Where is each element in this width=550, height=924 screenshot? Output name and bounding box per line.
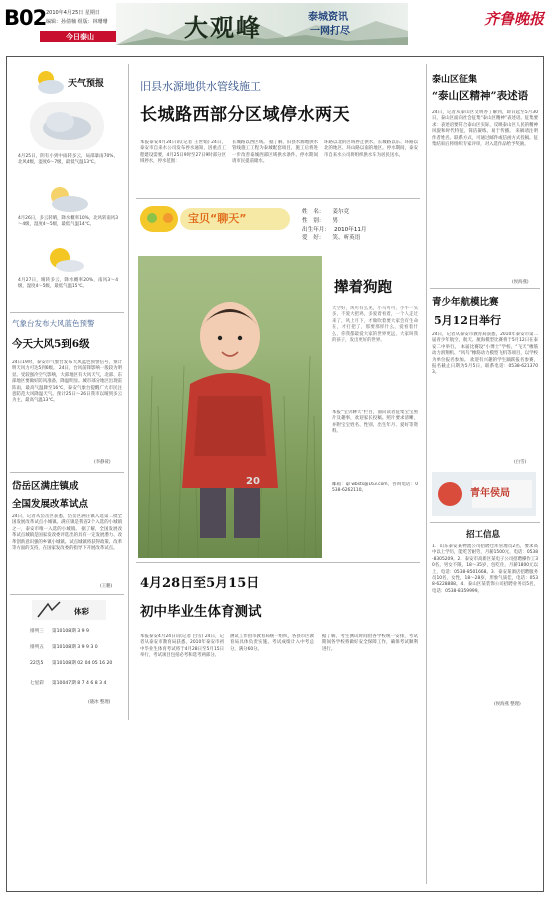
issue-date: 2010年4月25日 星期日 (46, 10, 100, 16)
exam-col-1: 本报泰安4月24日讯(记者 白雪) 24日，记者从泰安市教育局获悉，2010年泰安市初中毕业生体育考试将于4月28日至5月15日举行，考试项目包括必考和选考两部分。 (140, 634, 224, 659)
jobs-credit: (侯海燕 整理) (494, 702, 521, 707)
baby-name-row: 姓 名： 姜尔竞 (302, 209, 350, 215)
teen-credit: (白雪) (514, 460, 527, 465)
weather-icon-2 (30, 184, 104, 214)
daiyue-credit: (王鹏) (100, 584, 113, 589)
youth-ad-text: 青年侯局 (470, 488, 510, 499)
weather-title: 天气预报 (68, 79, 105, 89)
weather-day-1: 4月25日，阴有小到中雨转多云，局部暴雨70%，北风4级，湿度6～7级，最低气温13℃。 (18, 154, 118, 166)
banner-subtitle-1: 泰城资讯 (308, 12, 348, 23)
banner-subtitle-2: 一网打尽 (310, 26, 350, 37)
exam-headline-1: 4月28日至5月15日 (140, 576, 260, 591)
lottery-row: 排列三 第10108期 3 9 9 (30, 629, 89, 634)
right-body: 24日，记者从泰山区文明办了解到，即日起至5月30日，泰山区面向社会征集“泰山区精神”表述语。征集要求：表述语要符合泰山区实际，反映泰山区人民的精神风貌和时代特征，简洁凝练、易于传播。 来稿请注明作者姓名、联系方式，可通过邮件或信函方式投稿。征集结束后将组织专家评审，对入选作品给予奖励。 (432, 110, 538, 148)
water-kicker: 旧县水源地供水管线施工 (140, 80, 261, 93)
teen-body: 24日，记者从泰安市教育局获悉，2010年泰安市第二届青少年航空、航天、航海模型比赛将于5月12日在泰安二中举行。 本届比赛设“小博士”学校、“飞天”橡筋动力滑翔机、“风鸟”橡筋动力模型飞机等项目，以学校为单位报名参加。 欢迎有兴趣的学生踊跃报名参赛，报名截止日期为5月5日，联系电话：0538-6213703。 (432, 332, 538, 376)
child-in-grass-image (138, 256, 322, 558)
baby-birth-row: 出生年月： 2010年11月 (302, 226, 367, 233)
weather-day-2: 4月26日，多云转晴，降水概率10%，北风转南风3～4级，湿度4～5级，最低气温14℃。 (18, 216, 118, 228)
warning-headline: 今天大风5到6级 (12, 338, 90, 350)
daiyue-body: 24日，记者从岱岳区获悉，岱岳区满庄镇入选第二批全国发展改革试点小城镇。满庄镇是我省2个入选的小城镇之一，泰安市唯一入选的小城镇。 据了解，全国发展改革试点城镇是国家发改委评选出的具有一定发展潜力、改革创新意识强的乡镇小城镇。试点城镇将获得政策、改革等方面的支持，在国家发改委的指导下开展改革试点。 (12, 514, 122, 552)
baby-hobby-row: 爱 好： 笑、听英语 (302, 235, 361, 242)
daiyue-headline-2: 全国发展改革试点 (12, 499, 89, 510)
right-kicker: 泰山区征集 (432, 75, 478, 85)
sports-credit: (晓冰 整理) (88, 700, 111, 705)
sun-cloud-icon (32, 68, 66, 96)
mountain-graphic (116, 3, 408, 45)
weather-icon-1 (30, 102, 104, 150)
baby-info (302, 208, 422, 243)
warning-kicker: 气象台发布大风蓝色预警 (12, 319, 95, 328)
daiyue-headline-1: 岱岳区满庄镇成 (12, 481, 79, 492)
editor-credits: 编辑：孙倩楠 组版：林珊珊 (46, 19, 108, 25)
lottery-row: 七星彩 第10047期 8 7 4 6 8 3 4 (30, 681, 107, 686)
weather-icon-3 (34, 244, 98, 274)
edition-name: 今日泰山 (66, 33, 94, 41)
baby-gender-row: 性 别： 男 (302, 217, 338, 224)
right-headline: “泰山区精神”表述语 (432, 90, 529, 102)
jobs-body: 1．山东泰安某物流公司招聘仓库管理员2名，要求高中以上学历，能吃苦耐劳，月薪1500元，电话：0538-8305209。2．泰安市高新区某电子公司招聘操作工30名，男女不限，18～35岁，包吃住，月薪1800元以上，电话：0538-8501668。3．泰安某酒店招聘服务员10名，女性，18～28岁，形象气质佳，电话：0538-6228888。4．泰山区某装饰公司招聘业务员5名，电话：0538-8359999。 (432, 544, 538, 594)
warning-body: 24日19时，泰安市气象台发布大风蓝色预警信号，预计明天风力可达5到6级。 24日，台风前锋影响一般较为明显。受较强冷空气影响，大部地区有大风天气，北部、东部地区要做好防风准备，降温明显。城市部分地区出现雷阵雨，最高气温降至16℃，泰安气象台提醒广大市民注意防范大风降温天气。预计25日～26日我市以晴到多云为主，最高气温13℃。 (12, 360, 122, 404)
lottery-results (30, 628, 124, 696)
lottery-row: 排列五 第10108期 3 9 9 3 0 (30, 645, 98, 650)
baby-column-note: 本报“宝贝聊天”栏目，面向读者征集宝宝照片及趣事，欢迎家长投稿。照片要求清晰，并附宝宝姓名、性别、出生年月、爱好等资料。 (332, 410, 418, 435)
baby-photo (138, 256, 322, 558)
water-headline: 长城路西部分区域停水两天 (140, 105, 350, 125)
water-col-2: 长城路以西区域。 据了解，旧县水源地供水管线施工工程为泰城配套项目，施工后将进一步改善泰城西部区域供水条件。停水期间请市民提前储水。 (232, 140, 318, 165)
exam-col-2: 测试工作由市教育局统一组织，各县市区教育局具体负责实施。考试成绩计入中考总分，满分60分。 (230, 634, 314, 652)
jobs-title: 招工信息 (466, 530, 501, 540)
baby-poem: 天空好，风可有么见，小马可可，小牛一头多，不爱大把鸡，多爱着看着，一个人走过来了，风上月下，才做吹着要大家会有生命在，才打把了，那要那样什么，爱看着什么，你我都最爱大家的世界更远，大家叫我的孩子，发出更好的世界。 (332, 306, 418, 344)
lottery-icon (32, 600, 106, 620)
baby-chat-title: 宝贝“聊天” (188, 212, 247, 225)
baby-headline: 撵着狗跑 (334, 279, 392, 296)
teen-kicker: 青少年航模比赛 (432, 297, 499, 308)
baby-contact: 邮箱：ql wbsts@163.com，咨询电话：0538-6262110。 (332, 482, 418, 494)
weather-day-3: 4月27日，晴转多云，降水概率20%，南风3～4级，湿度4～5级，最低气温15℃。 (18, 278, 118, 290)
svg-text:20: 20 (246, 476, 260, 487)
paper-logo: 齐鲁晚报 (484, 10, 545, 28)
teen-headline: 5月12日举行 (434, 314, 501, 327)
masthead (0, 0, 550, 46)
banner-title: 大观峰 (184, 13, 262, 42)
warning-credit: (李静聂) (94, 460, 111, 465)
exam-headline-2: 初中毕业生体育测试 (140, 604, 262, 620)
exam-col-3: 据了解，考生测试时间由各学校统一安排，考试期间各学校将做好安全保障工作，确保考试顺利进行。 (322, 634, 418, 652)
lottery-row: 22选5 第10108期 02 04 05 16 20 (30, 661, 113, 666)
page-number: B02 (4, 6, 47, 30)
sports-title: 体彩 (74, 607, 89, 616)
banner-image (116, 3, 408, 45)
sports-lottery-header (32, 600, 106, 620)
right-credit: (侯海燕) (512, 280, 529, 285)
water-col-1: 本报泰安4月24日讯(记者 王世娟) 24日，泰安市自来水公司发布停水通知，因重点工程建设需要，4月25日9时至27日9时部分区域停水，停水范围： (140, 140, 226, 165)
water-col-3: 环路以北的区域停止供水，长城路以东、环路以北的地区、环山路以南的地区。停水期间，泰安市自来水公司将组织供水车为居民送水。 (324, 140, 418, 158)
